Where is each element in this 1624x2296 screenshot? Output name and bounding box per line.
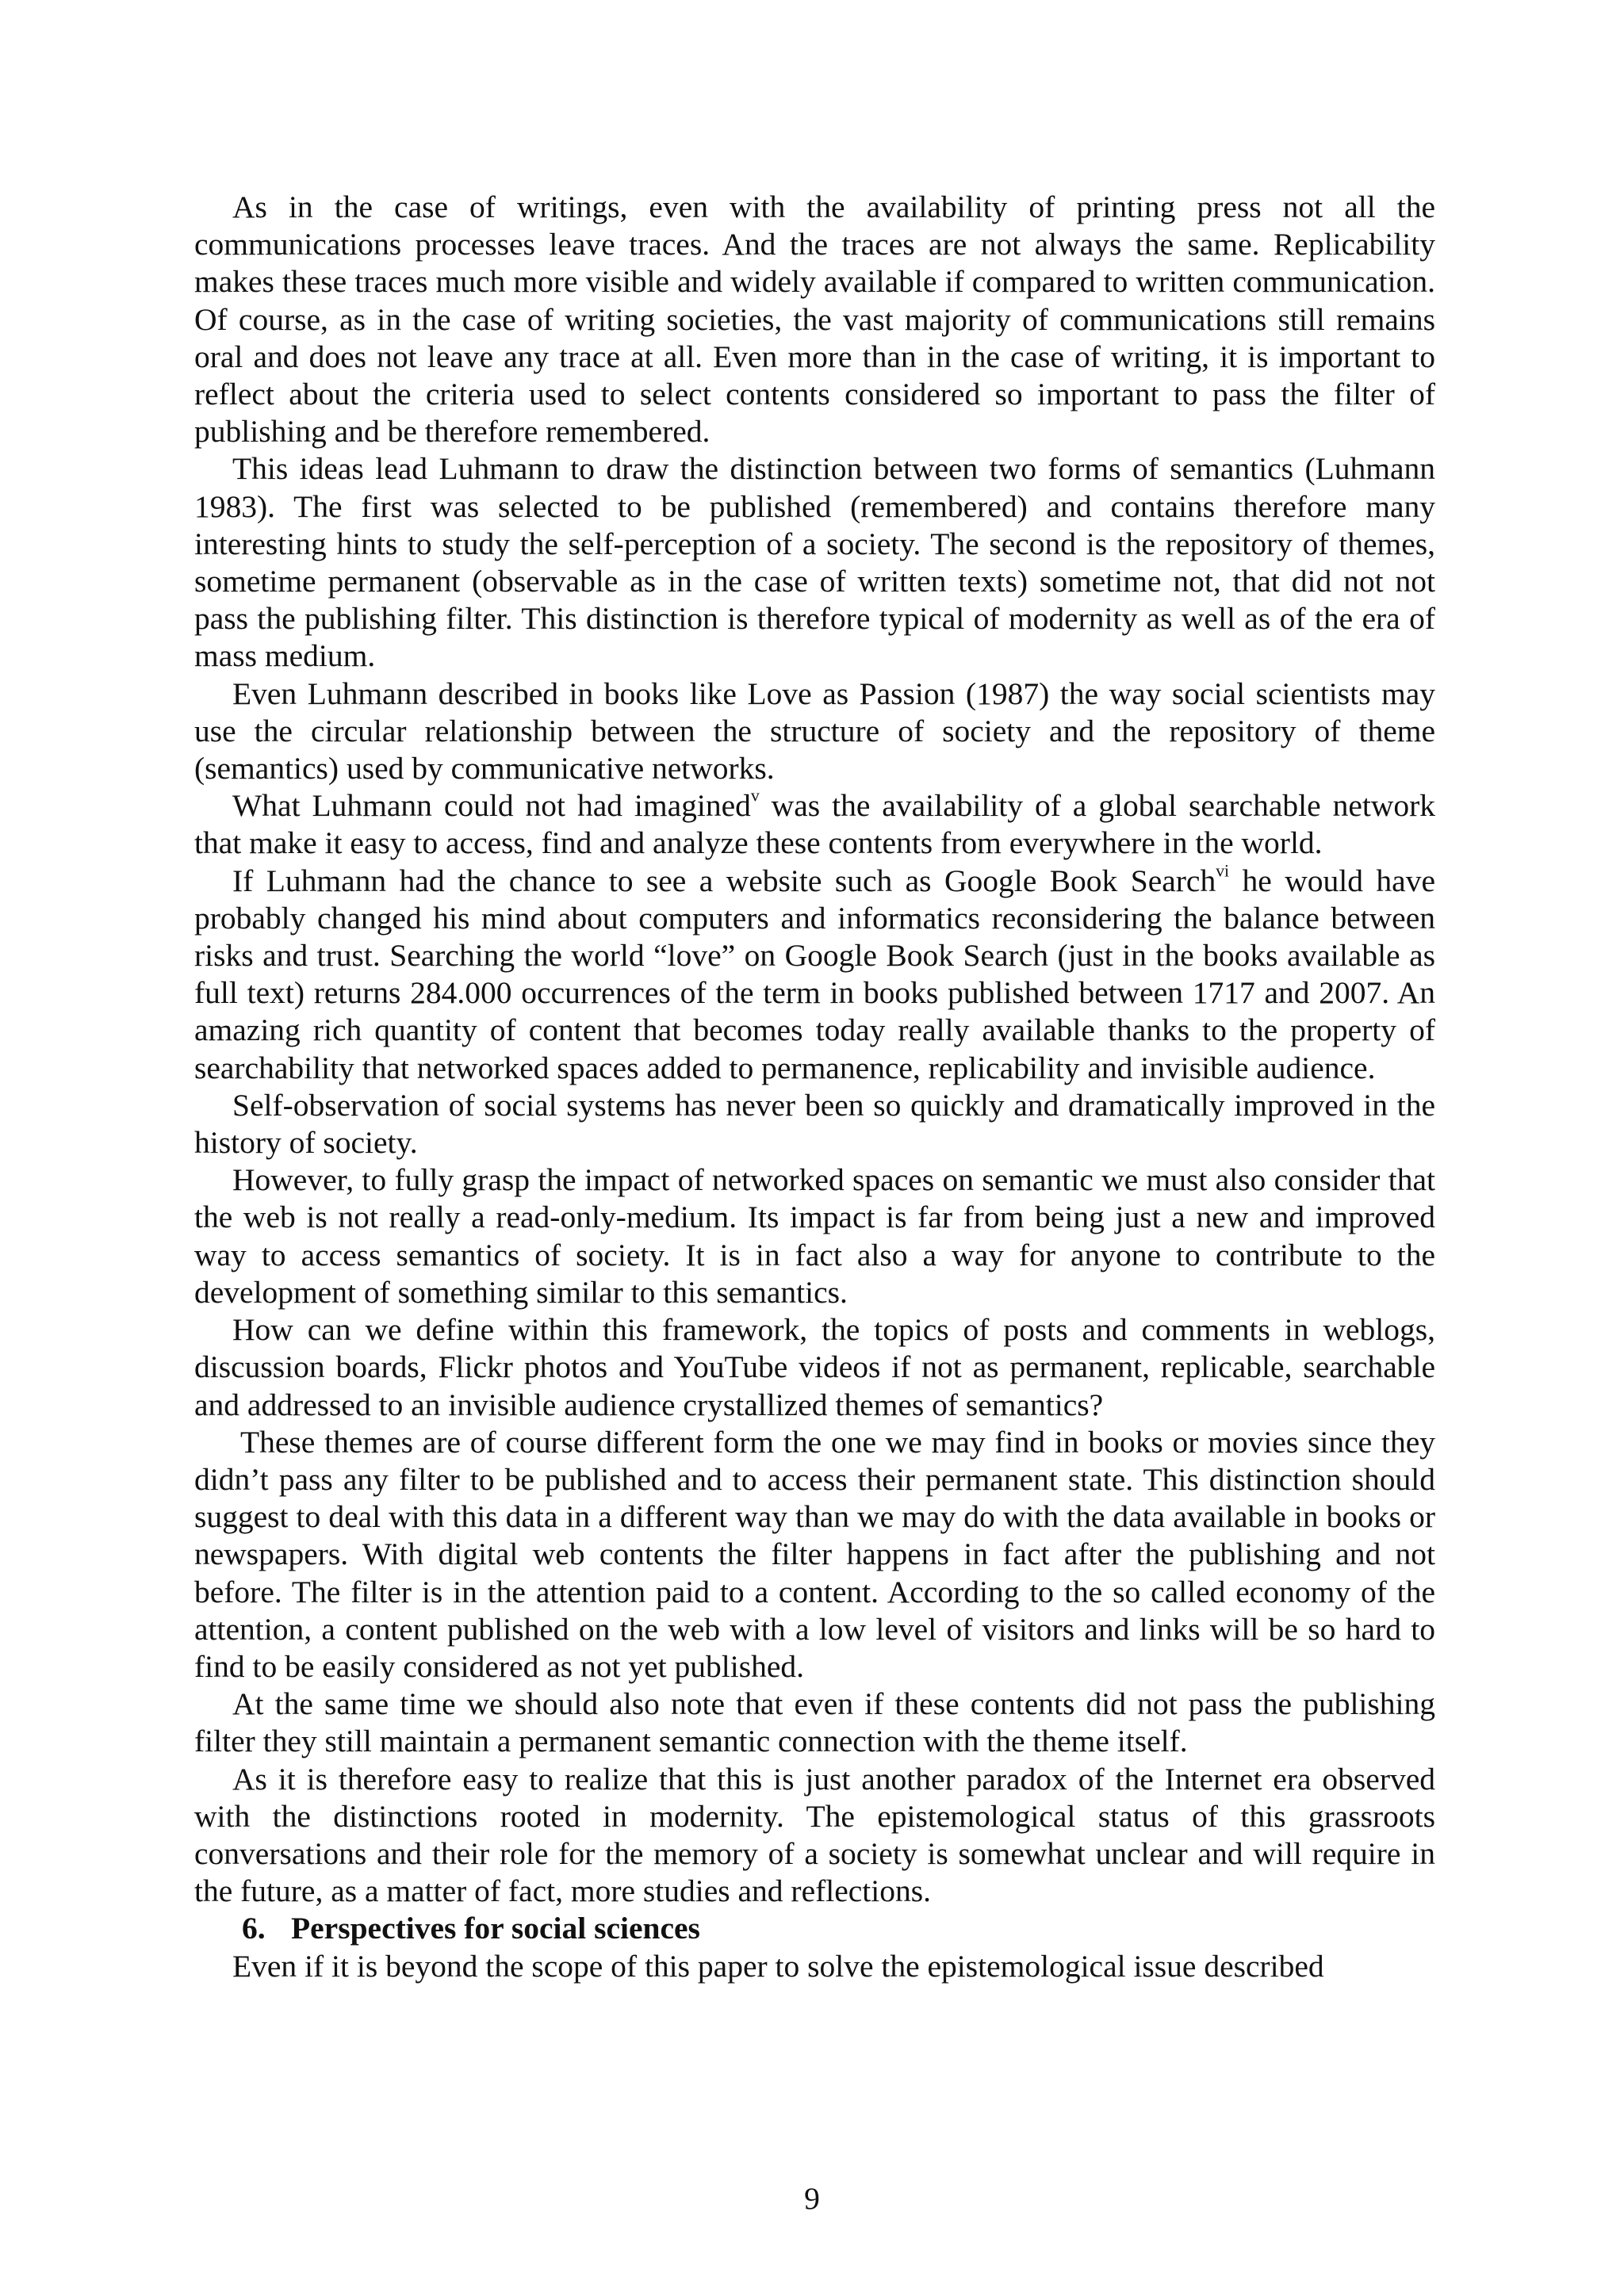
paragraph-read-only-medium: However, to fully grasp the impact of networked spaces on semantic we must also consider that the web is not really a read-only-medium. Its impact is far from being just a new and improved way to access semantics of society. It is in fact also a way for anyone to contribute to the development of something similar to this semantics.: [194, 1162, 1435, 1310]
paragraph-writings: As in the case of writings, even with the availability of printing press not all the communications processes leave traces. And the traces are not always the same. Replicability makes these traces much more visible and widely available if compared to written communication. Of course, as in the case of writing societies, the vast majority of communications still remains oral and does not leave any trace at all. Even more than in the case of writing, it is important to reflect about the criteria used to select contents considered so important to pass the filter of publishing and be therefore remembered.: [194, 189, 1435, 450]
paragraph-internet-paradox: As it is therefore easy to realize that this is just another paradox of the Internet era observed with the distinctions rooted in modernity. The epistemological status of this grassroots conversations and their role for the memory of a society is somewhat unclear and will require in the future, as a matter of fact, more studies and reflections.: [194, 1761, 1435, 1909]
paragraph-semantics: This ideas lead Luhmann to draw the distinction between two forms of semantics (Luhmann 1983). The first was selected to be published (remembered) and contains therefore many interesting hints to study the self-perception of a society. The second is the repository of themes, sometime permanent (observable as in the case of written texts) sometime not, that did not not pass the publishing filter. This distinction is therefore typical of modernity as well as of the era of mass medium.: [194, 451, 1435, 674]
paragraph-text: What Luhmann could not had imagined: [232, 788, 751, 824]
paragraph-perspectives: Even if it is beyond the scope of this paper to solve the epistemological issue described: [232, 1948, 1324, 1984]
paragraph-semantic-connection: At the same time we should also note that even if these contents did not pass the publishing filter they still maintain a permanent semantic connection with the theme itself.: [194, 1686, 1435, 1759]
paragraph-text: was the availability of a global searchable network that make it easy to access, find and analyze these contents from everywhere in the world.: [194, 788, 1435, 861]
paragraph-global-network: [194, 787, 1435, 862]
section-number: 6.: [242, 1911, 266, 1946]
paragraph-framework-question: How can we define within this framework, the topics of posts and comments in weblogs, discussion boards, Flickr photos and YouTube videos if not as permanent, replicable, searchable and addressed to an invisible audience crystallized themes of semantics?: [194, 1312, 1435, 1422]
paragraph-love-as-passion: Even Luhmann described in books like Love as Passion (1987) the way social scientists may use the circular relationship between the structure of society and the repository of theme (semantics) used by communicative networks.: [194, 675, 1435, 786]
footnote-marker-vi[interactable]: vi: [1216, 861, 1230, 881]
paragraph-google-book-search: [194, 863, 1435, 1087]
section-heading: [194, 1910, 1435, 1947]
paragraph-self-observation: Self-observation of social systems has never been so quickly and dramatically improved in the history of society.: [194, 1087, 1435, 1161]
paragraph-text: If Luhmann had the chance to see a website such as Google Book Search: [232, 863, 1216, 898]
section-title: Perspectives for social sciences: [291, 1911, 700, 1946]
paragraph-text: he would have probably changed his mind about computers and informatics reconsidering the balance between risks and trust. Searching the world “love” on Google Book Search (just in the books available as full text) returns 284.000 occurrences of the term in books published between 1717 and 2007. An amazing rich quantity of content that becomes today really available thanks to the property of searchability that networked spaces added to permanence, replicability and invisible audience.: [194, 863, 1435, 1085]
body-text: [194, 189, 1435, 1985]
footnote-marker-v[interactable]: v: [750, 786, 760, 806]
paragraph-filter-themes: These themes are of course different form the one we may find in books or movies since they didn’t pass any filter to be published and to access their permanent state. This distinction should suggest to deal with this data in a different way than we may do with the data available in books or newspapers. With digital web contents the filter happens in fact after the publishing and not before. The filter is in the attention paid to a content. According to the so called economy of the attention, a content published on the web with a low level of visitors and links will be so hard to find to be easily considered as not yet published.: [194, 1424, 1435, 1684]
page-number: 9: [804, 2181, 820, 2216]
